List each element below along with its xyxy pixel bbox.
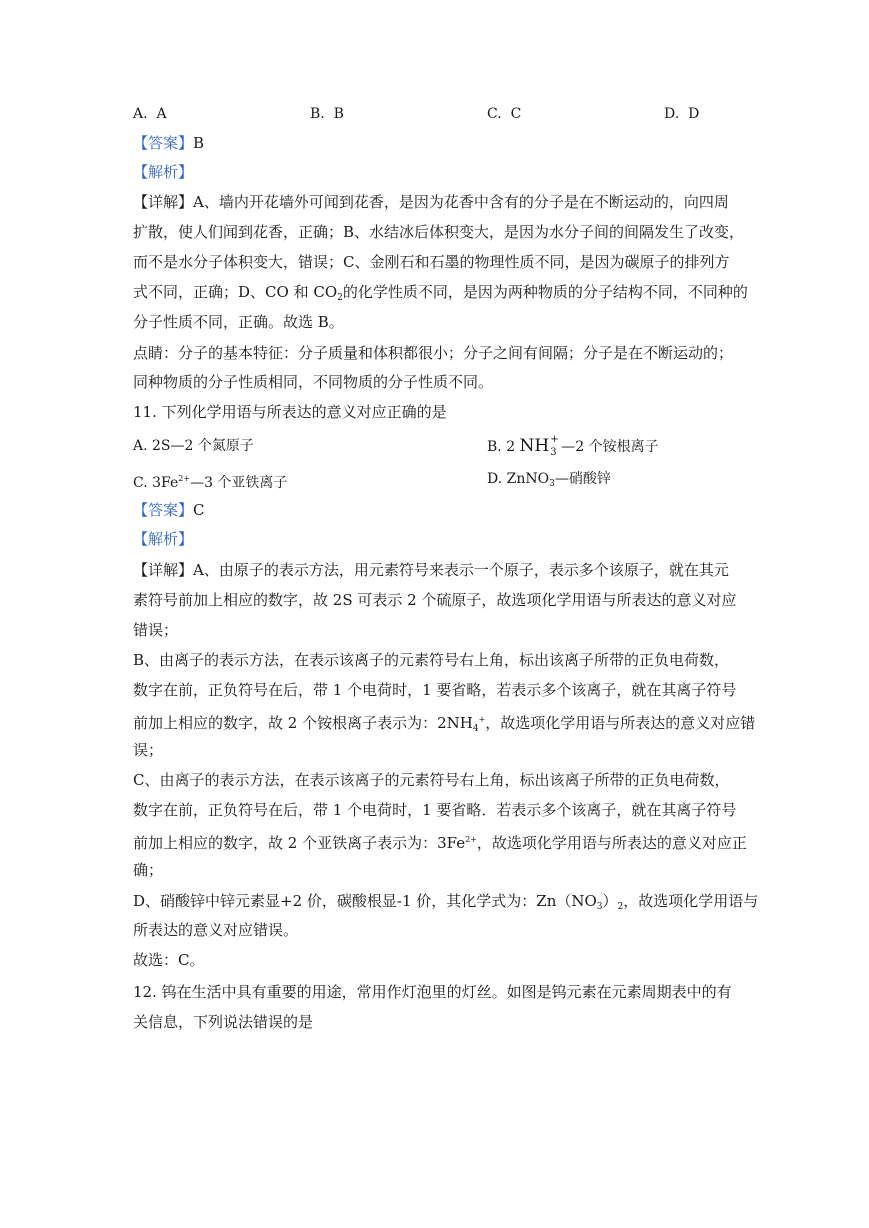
q11-detail-line-11: 确； [133, 861, 164, 879]
q10-detail-line-1 [133, 192, 729, 212]
q10-note-line-1: 点睛：分子的基本特征：分子质量和体积都很小；分子之间有间隔；分子是在不断运动的； [133, 344, 734, 362]
option-letter: A. [133, 106, 148, 122]
q11-detail-line-7: 误； [133, 741, 164, 759]
q11-detail-line-8: C、由离子的表示方法，在表示该离子的元素符号右上角，标出该离子所带的正负电荷数， [133, 771, 730, 789]
q11-detail-line-3: 错误； [133, 621, 179, 639]
subscript: 3 [549, 479, 555, 489]
q12-stem-line-1: 12. 钨在生活中具有重要的用途，常用作灯泡里的灯丝。如图是钨元素在元素周期表中的有 [133, 983, 732, 1001]
subscript: 4 [472, 724, 479, 734]
option-text: C. 3Fe [133, 475, 179, 491]
detail-text: A、墙内开花墙外可闻到花香，是因为花香中含有的分子是在不断运动的，向四周 [193, 193, 729, 211]
q11-detail-line-14: 故选：C。 [133, 951, 205, 969]
subscript: 2 [337, 293, 343, 303]
superscript: + [550, 434, 559, 445]
superscript: 2+ [178, 474, 191, 483]
subscript: 3 [596, 902, 603, 912]
q11-detail-line-12 [133, 891, 758, 917]
detail-text: 前加上相应的数字，故 2 个铵根离子表示为：2NH [133, 714, 473, 732]
q10-option-b [310, 104, 344, 124]
subscript: 2 [617, 902, 624, 912]
superscript: 2+ [465, 835, 477, 844]
q11-answer [133, 500, 205, 520]
q11-detail-line-6 [133, 710, 755, 739]
q10-detail-line-4 [133, 282, 748, 308]
superscript: + [478, 715, 486, 724]
detail-text: A、由原子的表示方法，用元素符号来表示一个原子，表示多个该原子，就在其元 [193, 561, 729, 579]
option-text: —硝酸锌 [554, 471, 611, 487]
q11-detail-line-1 [133, 560, 729, 580]
detail-text: ，故选项化学用语与所表达的意义对应错 [485, 714, 756, 732]
q11-detail-line-13: 所表达的意义对应错误。 [133, 921, 299, 939]
q11-option-a: A. 2S—2 个氮原子 [133, 438, 254, 454]
q10-option-c [487, 104, 521, 124]
detail-text: 前加上相应的数字，故 2 个亚铁离子表示为：3Fe [133, 834, 466, 852]
q11-option-d [487, 469, 611, 494]
option-text: —3 个亚铁离子 [190, 475, 288, 491]
option-letter: B. [310, 106, 325, 122]
detail-text: 式不同，正确；D、CO 和 CO [133, 283, 338, 301]
option-letter: C. [487, 106, 502, 122]
subscript: 3 [550, 447, 557, 458]
option-text: A [156, 106, 167, 122]
q11-option-c [133, 469, 287, 493]
answer-tag: 【答案】 [133, 501, 194, 519]
option-text: D [688, 106, 700, 122]
option-text: C [510, 106, 522, 122]
q10-detail-line-2: 扩散，使人们闻到花香，正确；B、水结冰后体积变大，是因为水分子间的间隔发生了改变， [133, 223, 745, 241]
detail-text: D、硝酸锌中锌元素显+2 价，碳酸根显-1 价，其化学式为：Zn（NO [133, 892, 597, 910]
option-text: —2 个铵根离子 [561, 439, 659, 455]
q11-analysis-tag: 【解析】 [133, 530, 194, 548]
q10-detail-line-5: 分子性质不同，正确。故选 B。 [133, 313, 344, 331]
q10-analysis-tag: 【解析】 [133, 163, 194, 181]
option-text: D. ZnNO [487, 471, 550, 487]
detail-text: 的化学性质不同，是因为两种物质的分子结构不同，不同种的 [342, 283, 748, 301]
q11-detail-line-9: 数字在前，正负符号在后，带 1 个电荷时，1 要省略．若表示多个该离子，就在其离子符号 [133, 801, 737, 819]
q11-detail-line-5: 数字在前，正负符号在后，带 1 个电荷时，1 要省略，若表示多个该离子，就在其离子符号 [133, 681, 737, 699]
detail-text: ，故选项化学用语与所表达的意义对应正 [476, 834, 747, 852]
option-text: B. 2 [487, 439, 520, 455]
detail-tag: 【详解】 [133, 193, 194, 211]
detail-tag: 【详解】 [133, 561, 194, 579]
q10-answer [133, 133, 204, 153]
detail-text: ） [602, 892, 618, 910]
charge-stack [549, 436, 561, 456]
detail-text: ，故选项化学用语与 [623, 892, 759, 910]
q10-note-line-2: 同种物质的分子性质相同，不同物质的分子性质不同。 [133, 373, 494, 391]
q10-option-d [664, 104, 699, 124]
q11-stem: 11. 下列化学用语与所表达的意义对应正确的是 [133, 403, 447, 421]
option-text: B [333, 106, 344, 122]
q11-detail-line-2: 素符号前加上相应的数字，故 2S 可表示 2 个硫原子，故选项化学用语与所表达的意义对应 [133, 591, 737, 609]
answer-tag: 【答案】 [133, 134, 194, 152]
q12-stem-line-2: 关信息，下列说法错误的是 [133, 1013, 314, 1031]
answer-value: B [193, 134, 205, 152]
answer-value: C [193, 501, 205, 519]
q11-detail-line-4: B、由离子的表示方法，在表示该离子的元素符号右上角，标出该离子所带的正负电荷数， [133, 651, 730, 669]
q11-detail-line-10 [133, 830, 747, 853]
q10-detail-line-3: 而不是水分子体积变大，错误；C、金刚石和石墨的物理性质不同，是因为碳原子的排列方 [133, 253, 730, 271]
q11-option-b [487, 436, 659, 457]
q10-option-a [133, 104, 167, 124]
option-letter: D. [664, 106, 680, 122]
formula-nh: NH [519, 436, 550, 456]
